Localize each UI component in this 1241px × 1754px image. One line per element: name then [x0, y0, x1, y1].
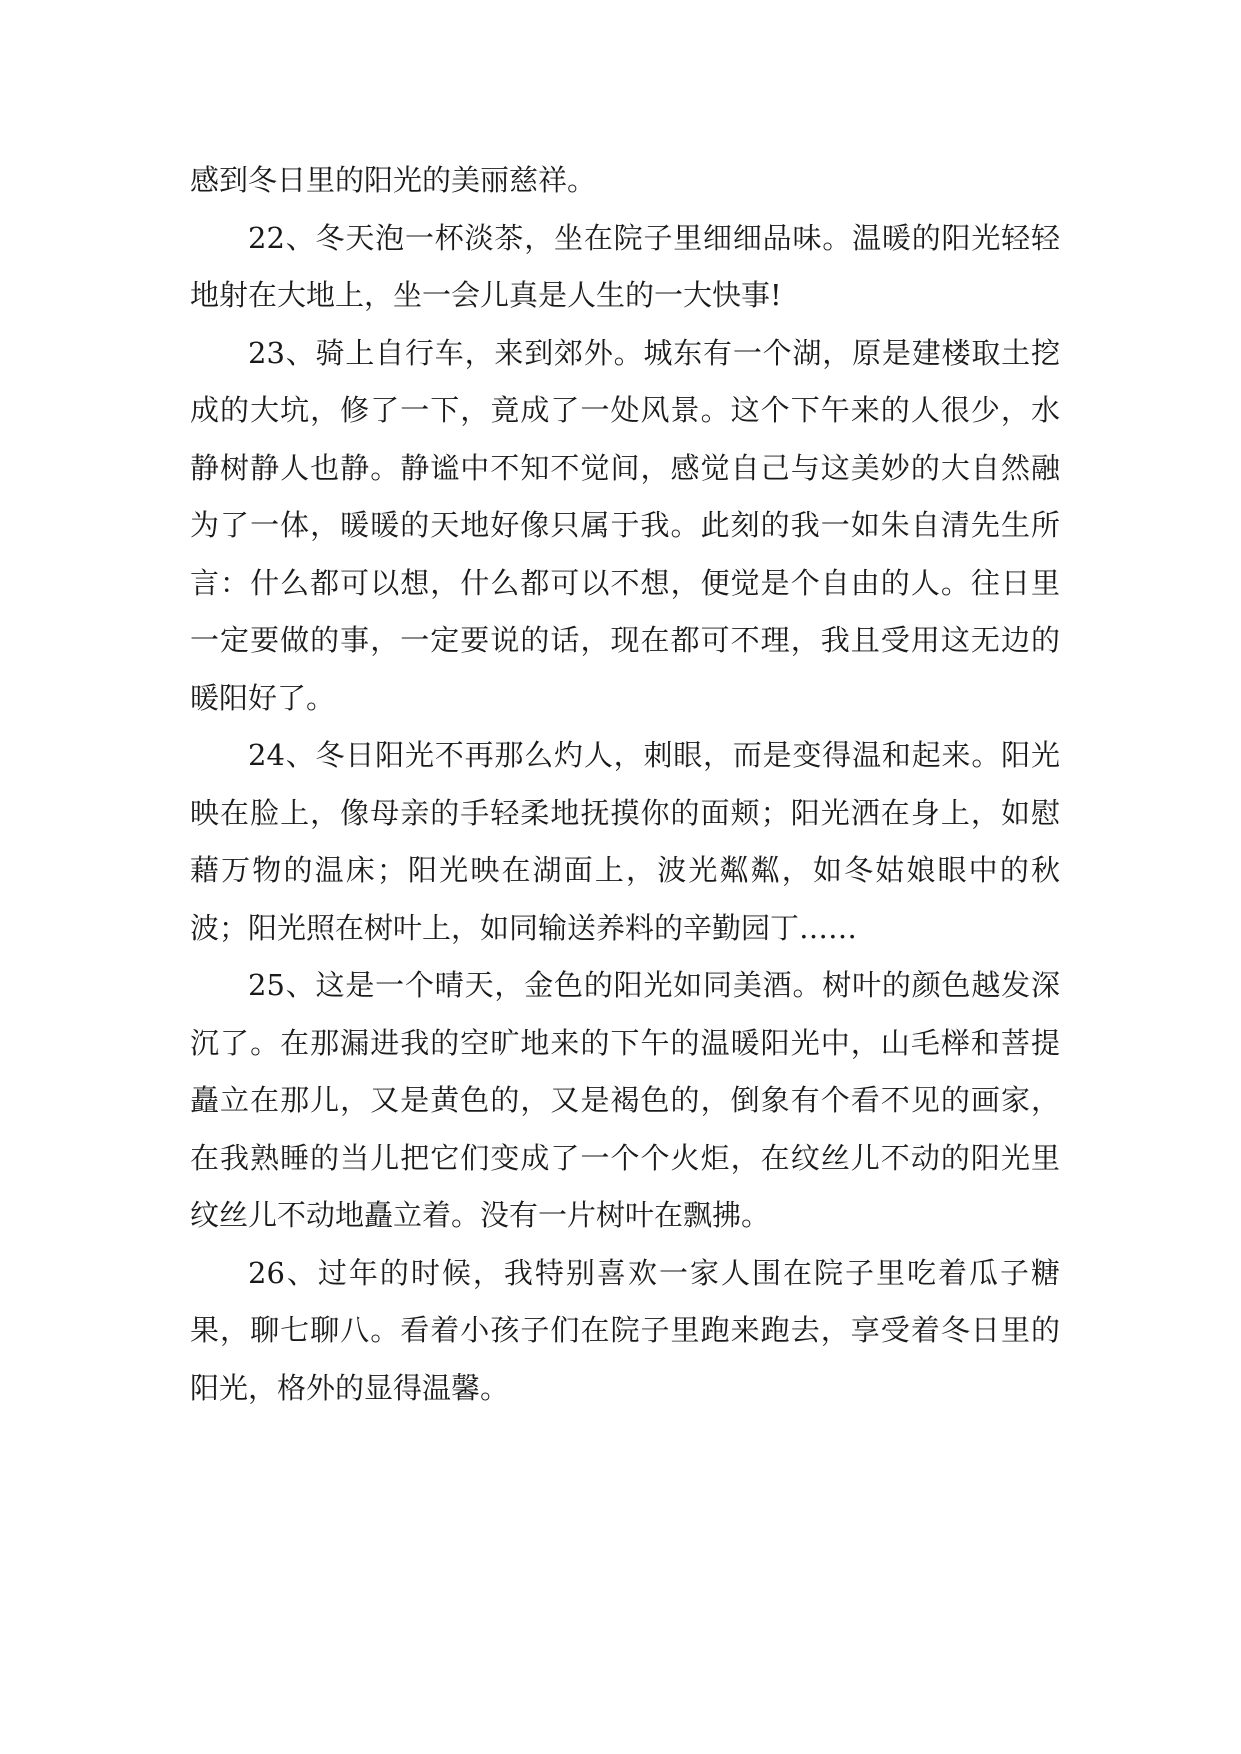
text-line: 树叶在飘拂。 — [596, 1198, 771, 1232]
text-line: 取土挖成的大坑，修了一下，竟成了一处风景。这个下午来 — [190, 335, 1060, 427]
text-line: 23、骑上自行车，来到郊外。城东有一个湖，原是建楼 — [248, 335, 972, 370]
text-line: 感到冬日里的阳光的美丽慈祥。 — [190, 163, 597, 197]
paragraph-24 — [190, 727, 1060, 957]
text-line: 的人很少，水静树静人也静。静谧中不知不觉间，感觉自己 — [190, 393, 1060, 485]
text-line: 此刻的我一如朱自清先生所言：什么都可以想，什么都可以 — [190, 508, 1060, 600]
text-line: 25、这是一个晴天，金色的阳光如同美酒。树叶的颜色 — [248, 968, 972, 1002]
text-line: 冬姑娘眼中的秋波；阳光照在树叶上，如同输送养料的辛勤 — [190, 853, 1060, 945]
text-line: 不想，便觉是个自由的人。往日里一定要做的事，一定要说 — [190, 565, 1060, 657]
paragraph-26 — [190, 1245, 1060, 1418]
text-line: 的话，现在都可不理，我且受用这无边的暖阳好了。 — [190, 623, 1060, 715]
paragraph-23 — [190, 325, 1060, 728]
document-body — [190, 152, 1060, 1417]
paragraph-22 — [190, 210, 1060, 325]
text-line: 阳光映在脸上，像母亲的手轻柔地抚摸你的面颊；阳光洒在 — [190, 738, 1060, 830]
text-line: 园丁…… — [741, 910, 858, 945]
text-line: 有个看不见的画家，在我熟睡的当儿把它们变成了一个个火 — [190, 1083, 1060, 1175]
text-line: 与这美妙的大自然融为了一体，暖暖的天地好像只属于我。 — [190, 450, 1060, 542]
text-line: 身上，如慰藉万物的温床；阳光映在湖面上，波光粼粼，如 — [190, 795, 1060, 887]
text-line: 越发深沉了。在那漏进我的空旷地来的下午的温暖阳光中， — [190, 968, 1060, 1060]
text-line: 山毛榉和菩提矗立在那儿，又是黄色的，又是褐色的，倒象 — [190, 1025, 1060, 1117]
text-line: 22、冬天泡一杯淡茶，坐在院子里细细品味。温暖的阳 — [248, 220, 972, 255]
paragraph-25 — [190, 957, 1060, 1245]
text-line: 26、过年的时候，我特别喜欢一家人围在院子里吃着瓜 — [248, 1255, 1000, 1290]
text-line: 着冬日里的阳光，格外的显得温馨。 — [190, 1313, 1060, 1405]
text-line: 炬，在纹丝儿不动的阳光里纹丝儿不动地矗立着。没有一片 — [190, 1140, 1060, 1232]
text-line: 子糖果，聊七聊八。看着小孩子们在院子里跑来跑去，享受 — [190, 1255, 1060, 1347]
text-line: 光轻轻地射在大地上，坐一会儿真是人生的一大快事! — [190, 220, 1060, 312]
text-line: 24、冬日阳光不再那么灼人，刺眼，而是变得温和起来。 — [248, 738, 1002, 772]
paragraph-continuation — [190, 152, 1060, 210]
